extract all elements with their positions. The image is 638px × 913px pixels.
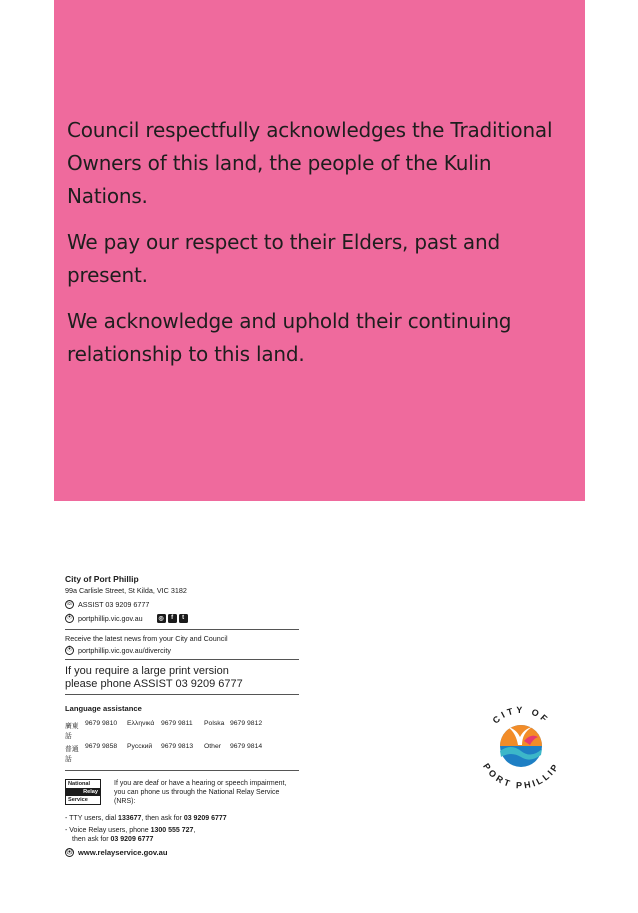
nrs-logo-line: National [68,781,91,787]
org-name: City of Port Phillip [65,574,139,584]
ack-paragraph-2: We pay our respect to their Elders, past and present. [67,230,500,287]
tty-line [65,814,299,823]
nrs-block [65,779,299,806]
voice-text: , [193,827,196,834]
contact-footer [65,574,299,857]
language-title: Language assistance [65,704,142,713]
ack-paragraph-1: Council respectfully acknowledges the Traditional Owners of this land, the people of the Kulin Nations. [67,118,553,208]
twitter-icon[interactable]: t [179,614,188,623]
web-icon: ⦿ [66,849,73,856]
language-phone[interactable]: 9679 9858 [85,743,118,750]
large-print-line-1: If you require a large print version [65,665,229,677]
instagram-icon[interactable]: ◎ [158,615,164,622]
voice-number[interactable]: 1300 555 727 [150,827,194,834]
language-grid [65,720,299,763]
phone-row [65,599,299,609]
nrs-instructions [65,814,299,844]
voice-text: then ask for [72,836,111,843]
voice-ask-number[interactable]: 03 9209 6777 [110,836,154,843]
logo-top-textpath: CITY OF [490,704,552,726]
voice-text: - Voice Relay users, phone [65,827,151,834]
phone-number[interactable]: ASSIST 03 9209 6777 [78,599,150,609]
language-name: Русский [127,743,153,750]
language-name: 廣東話 [65,723,79,740]
logo-top-text [491,705,552,726]
voice-line [65,826,299,844]
language-phone[interactable]: 9679 9812 [230,720,263,727]
language-phone[interactable]: 9679 9814 [230,743,263,750]
language-phone[interactable]: 9679 9811 [161,720,193,727]
language-name: Ελληνικά [127,720,155,727]
org-address: 99a Carlisle Street, St Kilda, VIC 3182 [65,586,187,595]
relay-url-row [65,848,299,857]
logo-bottom-textpath: PORT PHILLIP [481,761,561,789]
tty-text: - TTY users, dial [65,815,119,822]
news-label: Receive the latest news from your City and Council [65,634,228,643]
tty-text: , then ask for [141,815,184,822]
facebook-icon[interactable]: f [168,614,177,623]
language-phone[interactable]: 9679 9810 [85,720,118,727]
language-name: 普通話 [65,746,79,763]
large-print-line-2: please phone ASSIST 03 9209 6777 [65,678,243,690]
website-link[interactable]: portphillip.vic.gov.au [78,613,143,623]
divider [65,659,299,660]
large-print-note [65,665,299,691]
divider [65,629,299,630]
nrs-logo-line: Service [68,797,88,803]
tty-ask-number[interactable]: 03 9209 6777 [183,815,227,822]
nrs-logo-line: Relay [66,788,100,796]
news-row [65,645,299,655]
news-link[interactable]: portphillip.vic.gov.au/divercity [78,645,171,655]
web-icon: ⦿ [66,647,73,653]
city-of-port-phillip-logo [478,703,564,789]
tty-number[interactable]: 133677 [118,815,142,822]
language-name: Other [204,743,221,750]
social-icons [157,614,188,623]
acknowledgement-text [67,114,572,384]
relay-url-link[interactable]: www.relayservice.gov.au [78,848,168,857]
website-row [65,613,299,623]
divider [65,770,299,771]
language-phone[interactable]: 9679 9813 [161,743,194,750]
ack-paragraph-3: We acknowledge and uphold their continuing relationship to this land. [67,309,512,366]
divider [65,694,299,695]
language-name: Polska [204,720,225,727]
web-icon: ⦿ [66,615,73,621]
nrs-logo [65,779,101,805]
phone-icon: ☏ [65,601,74,607]
nrs-description: If you are deaf or have a hearing or speech impairment, you can phone us through the National Relay Service (NRS): [114,780,287,805]
